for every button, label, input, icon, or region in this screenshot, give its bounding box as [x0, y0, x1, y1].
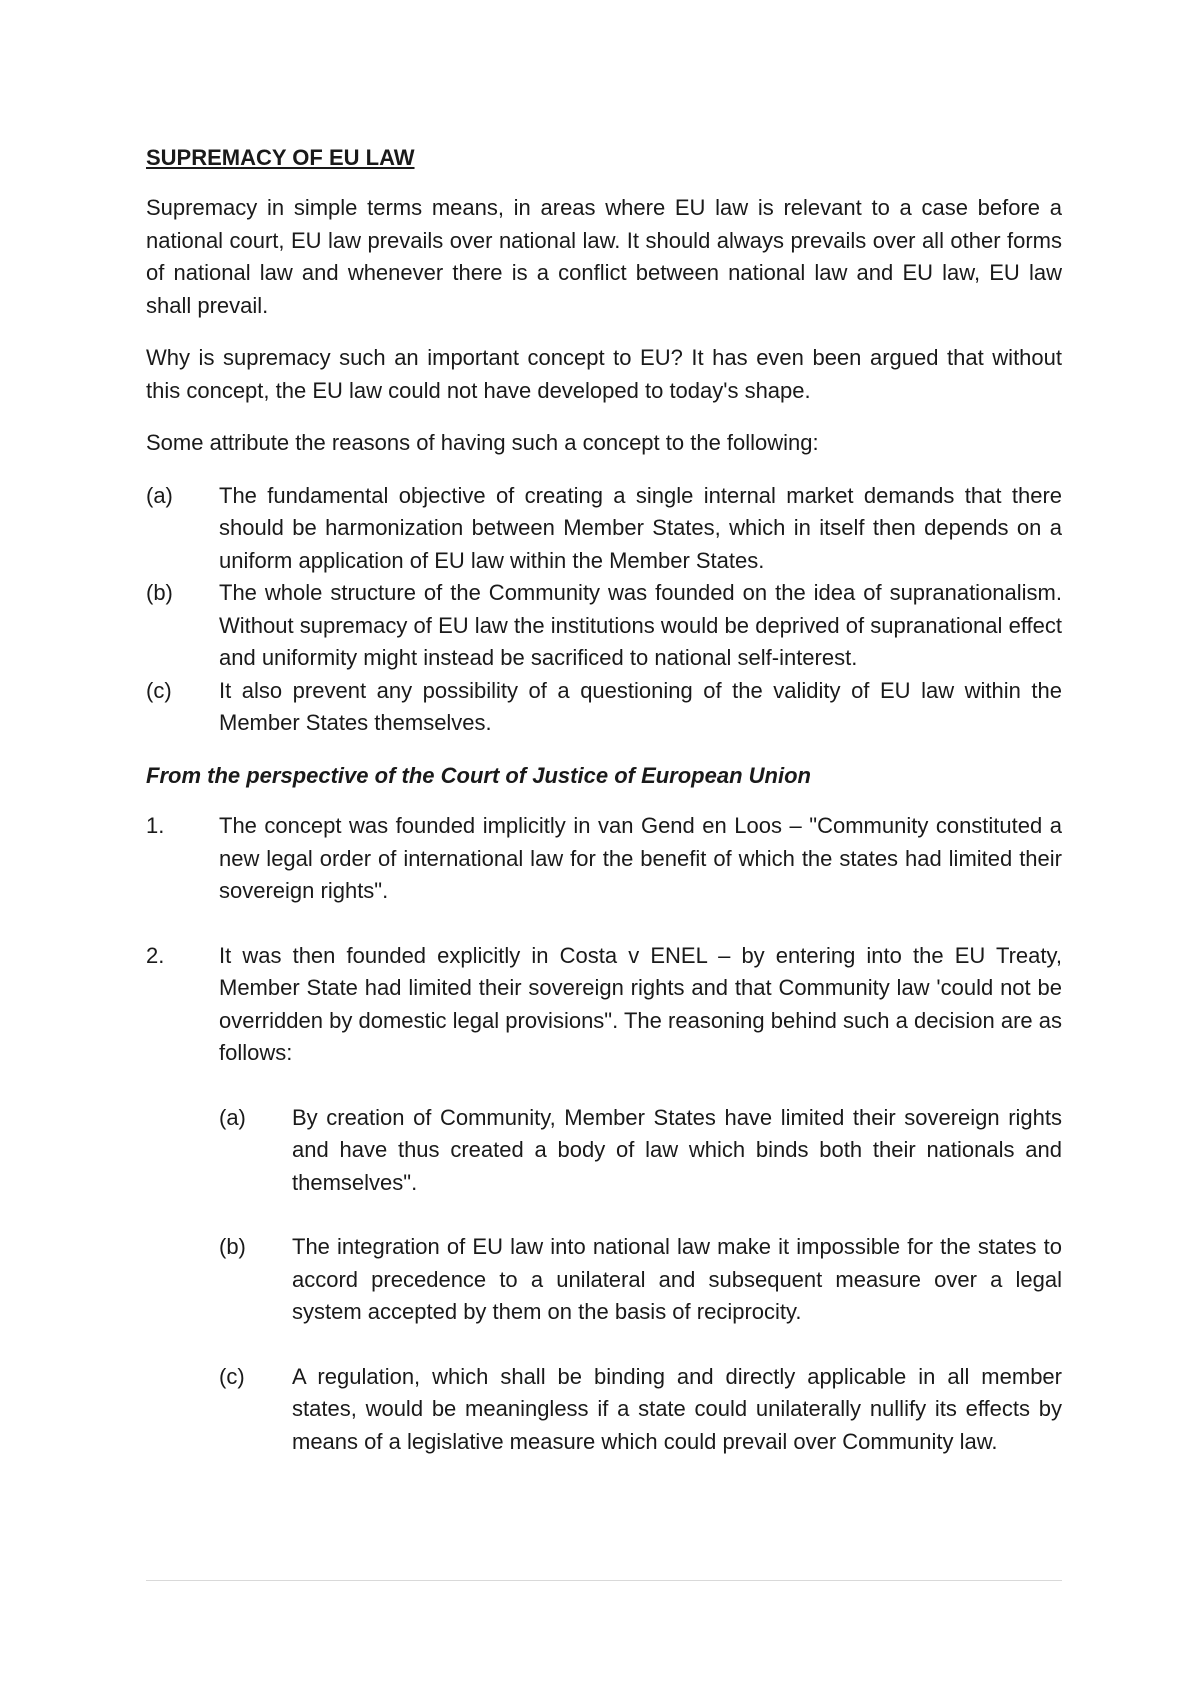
court-points-list [146, 810, 1062, 1458]
list-marker: (a) [219, 1104, 246, 1130]
list-marker: (c) [219, 1363, 245, 1389]
list-item [146, 577, 1062, 675]
list-marker: 2. [146, 942, 165, 968]
document-title: SUPREMACY OF EU LAW [146, 145, 415, 170]
list-marker: 1. [146, 813, 165, 838]
list-item [146, 480, 1062, 578]
reasoning-list [219, 1102, 1062, 1459]
list-marker: (b) [219, 1234, 246, 1259]
paragraph-importance: Why is supremacy such an important concept to EU? It has even been argued that without this concept, the EU law could not have developed to today's shape. [146, 345, 1062, 403]
document-page [146, 142, 1062, 1490]
list-text: It was then founded explicitly in Costa v ENEL – by entering into the EU Treaty, Member State had limited their sovereign rights and that Community law 'could not be overridden by domestic legal provisions". The reasoning behind such a decision are as follows: [219, 942, 1062, 1065]
list-text: The concept was founded implicitly in van Gend en Loos – "Community constituted a new legal order of international law for the benefit of which the states had limited their sovereign rights". [219, 813, 1062, 903]
section-subheading: From the perspective of the Court of Justice of European Union [146, 762, 811, 788]
list-item [146, 675, 1062, 740]
list-marker: (a) [146, 482, 173, 508]
list-item [146, 810, 1062, 908]
list-text: It also prevent any possibility of a questioning of the validity of EU law within the Member States themselves. [219, 677, 1062, 735]
list-item [219, 1361, 1062, 1459]
list-item [219, 1102, 1062, 1200]
list-text: By creation of Community, Member States have limited their sovereign rights and have thus created a body of law which binds both their nationals and themselves". [292, 1104, 1062, 1195]
list-text: The fundamental objective of creating a single internal market demands that there should be harmonization between Member States, which in itself then depends on a uniform application of EU law within the Member States. [219, 482, 1062, 573]
list-marker: (b) [146, 580, 173, 605]
list-text: The whole structure of the Community was founded on the idea of supranationalism. Without supremacy of EU law the institutions would be deprived of supranational effect and uniformity might instead be sacrificed to national self-interest. [219, 580, 1062, 670]
footer-divider [146, 1580, 1062, 1581]
list-text: The integration of EU law into national law make it impossible for the states to accord precedence to a unilateral and subsequent measure over a legal system accepted by them on the basis of reciprocity. [292, 1234, 1062, 1324]
paragraph-reasons-intro: Some attribute the reasons of having such a concept to the following: [146, 430, 819, 455]
list-item [146, 940, 1062, 1459]
list-text: A regulation, which shall be binding and directly applicable in all member states, would be meaningless if a state could unilaterally nullify its effects by means of a legislative measure which could prevail over Community law. [292, 1363, 1062, 1454]
reasons-list [146, 480, 1062, 740]
list-marker: (c) [146, 677, 172, 703]
list-item [219, 1231, 1062, 1329]
paragraph-definition: Supremacy in simple terms means, in areas where EU law is relevant to a case before a national court, EU law prevails over national law. It should always prevails over all other forms of national law and whenever there is a conflict between national law and EU law, EU law shall prevail. [146, 195, 1062, 318]
